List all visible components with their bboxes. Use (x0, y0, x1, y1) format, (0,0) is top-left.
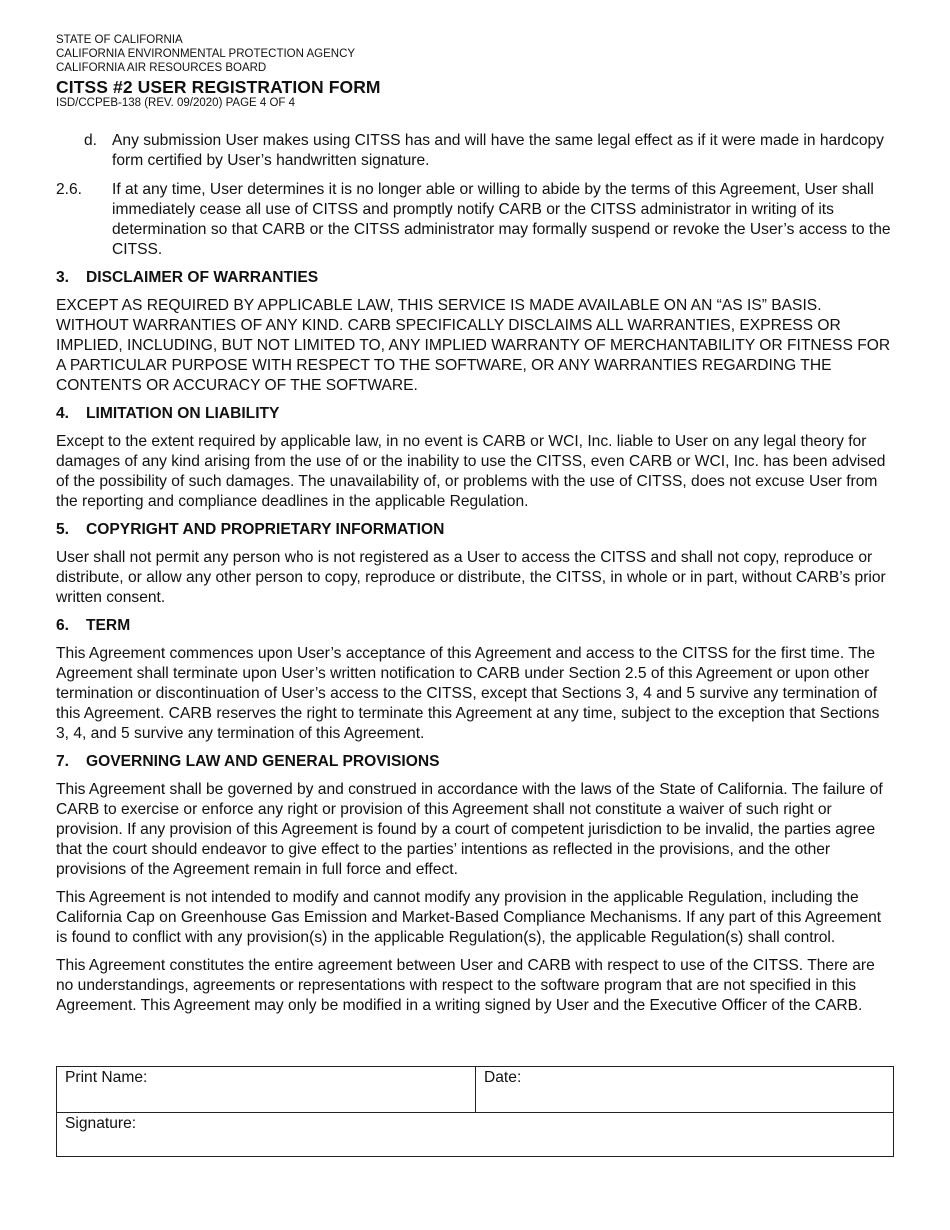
section-number: 6. (56, 617, 70, 634)
signature-table (56, 1066, 894, 1157)
section-title: COPYRIGHT AND PROPRIETARY INFORMATION (86, 521, 445, 538)
copyright-paragraph: User shall not permit any person who is not registered as a User to access the CITSS and shall not copy, reproduce or distribute, or allow any other person to copy, reproduce or distribute, the CITSS, in whole or in part, without CARB’s prior written consent. (56, 549, 886, 606)
section-title: GOVERNING LAW AND GENERAL PROVISIONS (86, 753, 440, 770)
section-number: 7. (56, 753, 70, 770)
list-item-label: d. (84, 132, 98, 149)
signature-label: Signature: (65, 1115, 137, 1132)
section-number: 4. (56, 405, 70, 422)
section-heading-5 (56, 520, 896, 540)
date-label: Date: (484, 1069, 522, 1086)
print-name-field[interactable] (57, 1067, 476, 1112)
list-item-d (56, 131, 896, 171)
date-field[interactable] (476, 1067, 893, 1112)
list-item-text: Any submission User makes using CITSS has and will have the same legal effect as if it were made in hardcopy form certified by User’s handwritten signature. (112, 132, 884, 169)
section-title: TERM (86, 617, 131, 634)
form-title: CITSS #2 USER REGISTRATION FORM (56, 77, 381, 97)
header-agency: CALIFORNIA ENVIRONMENTAL PROTECTION AGENCY (56, 48, 356, 60)
signature-field[interactable] (57, 1113, 893, 1156)
liability-paragraph: Except to the extent required by applicable law, in no event is CARB or WCI, Inc. liable to User on any legal theory for damages of any kind arising from the use of or the inability to use the CITSS, even CARB or WCI, Inc. has been advised of the possibility of such damages. The unavailability of, or problems with the use of CITSS, does not excuse User from the reporting and compliance deadlines in the applicable Regulation. (56, 433, 886, 510)
section-title: DISCLAIMER OF WARRANTIES (86, 269, 319, 286)
clause-2-6 (56, 180, 896, 260)
section-heading-6 (56, 616, 896, 636)
signature-table-row (57, 1067, 893, 1113)
section-title: LIMITATION ON LIABILITY (86, 405, 280, 422)
agreement-body (56, 131, 896, 1024)
form-id: ISD/CCPEB-138 (REV. 09/2020) PAGE 4 OF 4 (56, 97, 296, 109)
governing-law-paragraph-2: This Agreement is not intended to modify and cannot modify any provision in the applicable Regulation, including the California Cap on Greenhouse Gas Emission and Market-Based Compliance Mechanisms. If any part of this Agreement is found to conflict with any provision(s) in the applicable Regulation(s), the applicable Regulation(s) shall control. (56, 889, 882, 946)
header-board: CALIFORNIA AIR RESOURCES BOARD (56, 62, 267, 74)
print-name-label: Print Name: (65, 1069, 148, 1086)
disclaimer-paragraph: EXCEPT AS REQUIRED BY APPLICABLE LAW, THIS SERVICE IS MADE AVAILABLE ON AN “AS IS” BASIS. WITHOUT WARRANTIES OF ANY KIND. CARB SPECIFICALLY DISCLAIMS ALL WARRANTIES, EXPRESS OR IMPLIED, INCLUDING, BUT NOT LIMITED TO, ANY IMPLIED WARRANTY OF MERCHANTABILITY OR FITNESS FOR A PARTICULAR PURPOSE WITH RESPECT TO THE SOFTWARE, OR ANY WARRANTIES REGARDING THE CONTENTS OR ACCURACY OF THE SOFTWARE. (56, 297, 891, 394)
governing-law-paragraph-1: This Agreement shall be governed by and construed in accordance with the laws of the State of California. The failure of CARB to exercise or enforce any right or provision of this Agreement shall not constitute a waiver of such right or provision. If any provision of this Agreement is found by a court of competent jurisdiction to be invalid, the parties agree that the court should endeavor to give effect to the parties’ intentions as reflected in the provisions, and the other provisions of the Agreement remain in full force and effect. (56, 781, 883, 878)
section-heading-3 (56, 268, 896, 288)
section-heading-7 (56, 752, 896, 772)
header-state: STATE OF CALIFORNIA (56, 34, 183, 46)
section-number: 5. (56, 521, 70, 538)
section-number: 3. (56, 269, 70, 286)
section-heading-4 (56, 404, 896, 424)
clause-number: 2.6. (56, 181, 83, 198)
term-paragraph: This Agreement commences upon User’s acceptance of this Agreement and access to the CITSS for the first time. The Agreement shall terminate upon User’s written notification to CARB under Section 2.5 of this Agreement or upon other termination or discontinuation of User’s access to the CITSS, except that Sections 3, 4 and 5 survive any termination of this Agreement. CARB reserves the right to terminate this Agreement at any time, subject to the exception that Sections 3, 4, and 5 survive any termination of this Agreement. (56, 645, 880, 742)
governing-law-paragraph-3: This Agreement constitutes the entire agreement between User and CARB with respect to use of the CITSS. There are no understandings, agreements or representations with respect to the software program that are not specified in this Agreement. This Agreement may only be modified in a writing signed by User and the Executive Officer of the CARB. (56, 957, 875, 1014)
clause-text: If at any time, User determines it is no longer able or willing to abide by the terms of this Agreement, User shall immediately cease all use of CITSS and promptly notify CARB or the CITSS administrator in writing of its determination so that CARB or the CITSS administrator may formally suspend or revoke the User’s access to the CITSS. (112, 181, 891, 258)
